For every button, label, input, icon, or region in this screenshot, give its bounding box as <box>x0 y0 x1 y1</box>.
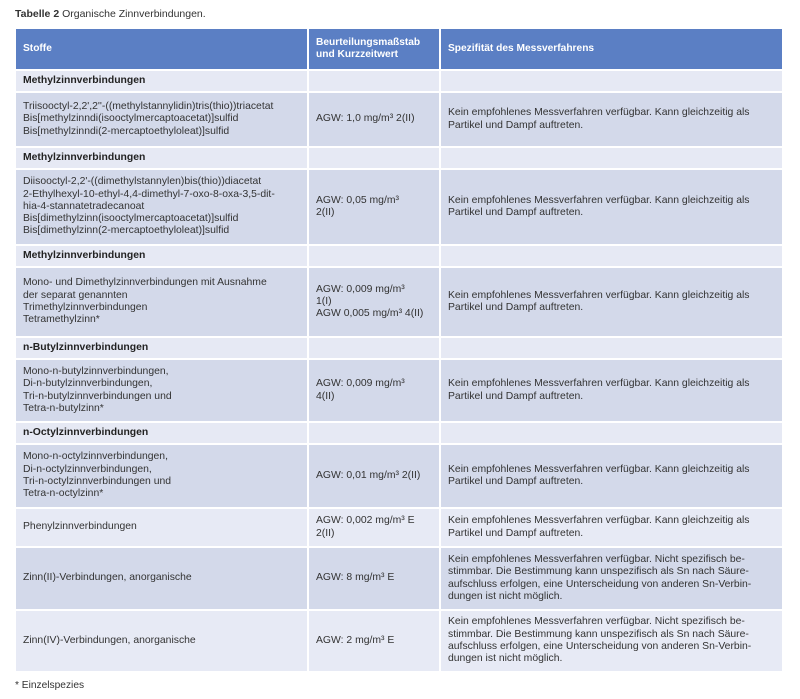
organotin-table <box>14 27 784 673</box>
group-empty-cell <box>441 338 782 358</box>
cell-agw-line: 4(II) <box>316 390 335 402</box>
group-empty-cell <box>309 423 439 443</box>
group-empty-cell <box>441 246 782 266</box>
cell-agw <box>309 611 439 671</box>
cell-stoffe <box>16 170 307 244</box>
cell-spezifitaet-line: Partikel und Dampf auftreten. <box>448 302 584 313</box>
cell-stoffe-line: Tri-n-octylzinnverbindungen und <box>23 476 172 487</box>
cell-agw-line: AGW: 0,01 mg/m³ 2(II) <box>316 469 421 481</box>
cell-stoffe <box>16 360 307 421</box>
cell-agw-line: AGW: 0,05 mg/m³ <box>316 194 399 206</box>
cell-spezifitaet-line: Kein empfohlenes Messverfahren verfügbar. Kann gleichzeitig als <box>448 107 750 119</box>
cell-agw <box>309 93 439 146</box>
cell-stoffe-line: Triisooctyl-2,2',2''-((methylstannylidin)tris(thio))triacetat <box>23 101 274 113</box>
cell-spezifitaet-line: dungen ist nicht möglich. <box>448 590 563 602</box>
table-row <box>16 445 782 507</box>
cell-stoffe-line: Zinn(II)-Verbindungen, anorganische <box>23 572 192 584</box>
cell-spezifitaet <box>441 548 782 609</box>
cell-stoffe <box>16 93 307 146</box>
cell-stoffe-line: Tetra-n-butylzinn* <box>23 402 104 414</box>
cell-stoffe <box>16 268 307 336</box>
cell-spezifitaet-line: stimmbar. Die Bestimmung kann unspezifisch als Sn nach Säure- <box>448 628 749 640</box>
cell-stoffe-line: hia-4-stannatetradecanoat <box>23 200 145 212</box>
cell-agw-line: 1(I) <box>316 295 332 307</box>
cell-stoffe-line: Mono-n-octylzinnverbindungen, <box>23 451 168 463</box>
table-caption <box>15 8 206 20</box>
group-header-row <box>16 338 782 358</box>
cell-agw <box>309 445 439 507</box>
cell-agw <box>309 509 439 546</box>
cell-spezifitaet-line: Partikel und Dampf auftreten. <box>448 119 584 131</box>
cell-stoffe-line: Tetramethylzinn* <box>23 314 100 326</box>
cell-stoffe <box>16 509 307 546</box>
cell-stoffe-line: Di-n-butylzinnverbindungen, <box>23 378 153 390</box>
cell-stoffe-line: Bis[methylzinndi(isooctylmercaptoacetat)]sulfid <box>23 113 239 125</box>
group-header-row <box>16 148 782 168</box>
group-empty-cell <box>309 148 439 168</box>
cell-stoffe-line: Mono-n-butylzinnverbindungen, <box>23 365 169 377</box>
cell-spezifitaet <box>441 170 782 244</box>
cell-agw-line: AGW: 1,0 mg/m³ 2(II) <box>316 113 415 125</box>
cell-stoffe-line: 2-Ethylhexyl-10-ethyl-4,4-dimethyl-7-oxo-8-oxa-3,5-dit- <box>23 188 275 200</box>
group-empty-cell <box>309 71 439 91</box>
cell-stoffe-line: Tri-n-butylzinnverbindungen und <box>23 390 172 402</box>
cell-agw <box>309 170 439 244</box>
group-header-row <box>16 71 782 91</box>
cell-agw-line: AGW 0,005 mg/m³ 4(II) <box>316 308 424 320</box>
cell-stoffe-line: Di-n-octylzinnverbindungen, <box>23 463 152 475</box>
cell-spezifitaet-line: dungen ist nicht möglich. <box>448 653 563 665</box>
cell-stoffe-line: Bis[dimethylzinn(2-mercaptoethyloleat)]sulfid <box>23 225 230 237</box>
table-row <box>16 548 782 609</box>
cell-spezifitaet-line: aufschluss erfolgen, eine Unterscheidung von anderen Sn-Verbin- <box>448 578 752 590</box>
cell-stoffe <box>16 548 307 609</box>
group-empty-cell <box>441 148 782 168</box>
cell-stoffe-line: Bis[dimethylzinn(isooctylmercaptoacetat)]sulfid <box>23 213 239 225</box>
table-row <box>16 170 782 244</box>
group-empty-cell <box>441 423 782 443</box>
footnote: * Einzelspezies <box>15 680 85 691</box>
cell-stoffe-line: Zinn(IV)-Verbindungen, anorganische <box>23 634 196 646</box>
cell-agw-line: AGW: 2 mg/m³ E <box>316 634 395 646</box>
cell-spezifitaet <box>441 445 782 507</box>
cell-agw-line: AGW: 0,009 mg/m³ <box>316 378 405 390</box>
cell-stoffe-line: Bis[methylzinndi(2-mercaptoethyloleat)]sulfid <box>23 125 230 137</box>
cell-spezifitaet <box>441 611 782 671</box>
header-beurteilungsmassstab <box>309 29 439 69</box>
group-label: n-Butylzinnverbindungen <box>16 338 307 358</box>
cell-spezifitaet-line: Kein empfohlenes Messverfahren verfügbar. Nicht spezifisch be- <box>448 616 745 628</box>
cell-spezifitaet-line: stimmbar. Die Bestimmung kann unspezifisch als Sn nach Säure- <box>448 566 749 578</box>
cell-stoffe-line: der separat genannten <box>23 289 128 301</box>
cell-stoffe <box>16 611 307 671</box>
group-empty-cell <box>309 338 439 358</box>
group-header-row <box>16 246 782 266</box>
group-label: Methylzinnverbindungen <box>16 71 307 91</box>
cell-spezifitaet-line: Kein empfohlenes Messverfahren verfügbar. Kann gleichzeitig als <box>448 463 750 475</box>
group-header-row <box>16 423 782 443</box>
cell-agw-line: 2(II) <box>316 527 335 539</box>
cell-agw-line: AGW: 0,002 mg/m³ E <box>316 515 415 527</box>
cell-stoffe <box>16 445 307 507</box>
header-col2-line2: und Kurzzeitwert <box>316 49 399 60</box>
group-label: Methylzinnverbindungen <box>16 246 307 266</box>
cell-spezifitaet <box>441 93 782 146</box>
header-spezifitaet: Spezifität des Messverfahrens <box>441 29 782 69</box>
cell-stoffe-line: Diisooctyl-2,2'-((dimethylstannylen)bis(thio))diacetat <box>23 176 262 188</box>
cell-agw <box>309 268 439 336</box>
cell-spezifitaet <box>441 268 782 336</box>
cell-spezifitaet-line: Partikel und Dampf auftreten. <box>448 207 584 218</box>
group-label: Methylzinnverbindungen <box>16 148 307 168</box>
cell-spezifitaet-line: Partikel und Dampf auftreten. <box>448 390 584 402</box>
cell-agw-line: AGW: 8 mg/m³ E <box>316 572 395 584</box>
cell-spezifitaet-line: Kein empfohlenes Messverfahren verfügbar. Kann gleichzeitig als <box>448 289 750 301</box>
cell-stoffe-line: Phenylzinnverbindungen <box>23 521 137 533</box>
header-stoffe: Stoffe <box>16 29 307 69</box>
cell-spezifitaet-line: Kein empfohlenes Messverfahren verfügbar. Kann gleichzeitig als <box>448 515 750 527</box>
group-empty-cell <box>441 71 782 91</box>
group-label: n-Octylzinnverbindungen <box>16 423 307 443</box>
caption-text: Organische Zinnverbindungen. <box>59 8 206 20</box>
table-header-row <box>16 29 782 69</box>
cell-spezifitaet-line: Kein empfohlenes Messverfahren verfügbar. Kann gleichzeitig als <box>448 378 750 390</box>
caption-label: Tabelle 2 <box>15 8 60 20</box>
cell-agw-line: 2(II) <box>316 207 335 218</box>
cell-spezifitaet <box>441 509 782 546</box>
table-row <box>16 509 782 546</box>
table-row <box>16 93 782 146</box>
table-row <box>16 360 782 421</box>
table-body <box>16 71 782 671</box>
cell-spezifitaet-line: Partikel und Dampf auftreten. <box>448 476 584 487</box>
cell-agw <box>309 548 439 609</box>
cell-spezifitaet-line: Partikel und Dampf auftreten. <box>448 527 584 539</box>
cell-stoffe-line: Mono- und Dimethylzinnverbindungen mit Ausnahme <box>23 277 267 289</box>
group-empty-cell <box>309 246 439 266</box>
cell-stoffe-line: Tetra-n-octylzinn* <box>23 488 104 500</box>
cell-spezifitaet-line: aufschluss erfolgen, eine Unterscheidung von anderen Sn-Verbin- <box>448 641 752 652</box>
table-row <box>16 611 782 671</box>
table-row <box>16 268 782 336</box>
cell-agw <box>309 360 439 421</box>
cell-spezifitaet <box>441 360 782 421</box>
header-col2-line1: Beurteilungsmaßstab <box>316 36 421 48</box>
cell-spezifitaet-line: Kein empfohlenes Messverfahren verfügbar. Nicht spezifisch be- <box>448 553 745 565</box>
cell-spezifitaet-line: Kein empfohlenes Messverfahren verfügbar. Kann gleichzeitig als <box>448 194 750 206</box>
cell-stoffe-line: Trimethylzinnverbindungen <box>23 302 148 313</box>
cell-agw-line: AGW: 0,009 mg/m³ <box>316 283 405 295</box>
